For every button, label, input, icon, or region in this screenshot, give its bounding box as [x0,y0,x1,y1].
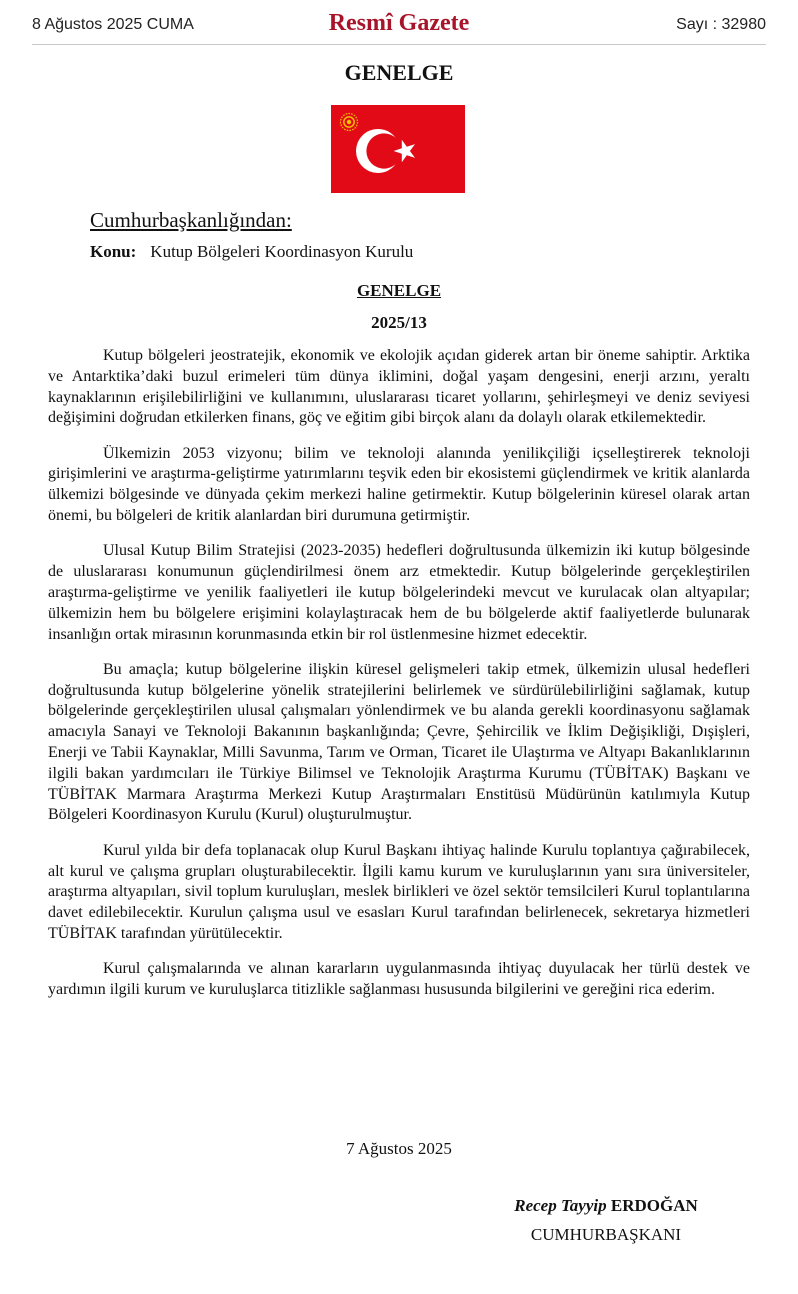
circular-title: GENELGE [356,281,442,300]
subject-value: Kutup Bölgeleri Koordinasyon Kurulu [150,242,414,261]
gazette-title: Resmî Gazete [328,10,470,36]
signer-title: CUMHURBAŞKANI [530,1225,682,1244]
body-paragraph: Kurul çalışmalarında ve alınan kararların uygulanmasında ihtiyaç duyulacak her türlü destek ve yardımın ilgili kurum ve kuruluşlarca titizlikle sağlanması hususunda bilgilerini ve gereğini rica ederim. [48,960,750,999]
signer-first-names: Recep Tayyip [514,1196,607,1215]
subject-label: Konu: [90,242,137,261]
circular-body [48,346,750,1015]
issuing-authority: Cumhurbaşkanlığından: [90,208,292,232]
signer-surname: ERDOĞAN [610,1196,698,1215]
signature-block [486,1196,726,1245]
gazette-header [32,10,766,45]
body-paragraph: Bu amaçla; kutup bölgelerine ilişkin küresel gelişmeleri takip etmek, ülkemizin ulusal hedefleri doğrultusunda kutup bölgelerine yönelik stratejilerini belirlemek ve sürdürülebilirliğini sağlamak, kutup bölgelerinde gerçekleştirilen ulusal çalışmaları yönlendirmek ve bu alanda gerekli koordinasyonu sağlamak amacıyla Sanayi ve Teknoloji Bakanının başkanlığında; Çevre, Şehircilik ve İklim Değişikliği, Dışişleri, Enerji ve Tabii Kaynaklar, Milli Savunma, Tarım ve Orman, Ticaret ile Ulaştırma ve Altyapı Bakanlıklarının ilgili bakan yardımcıları ile Türkiye Bilimsel ve Teknolojik Araştırma Kurumu (TÜBİTAK) Başkanı ve TÜBİTAK Marmara Araştırma Merkezi Kutup Araştırmaları Enstitüsü Müdürünün katılımıyla Kutup Bölgeleri Koordinasyon Kurulu (Kurul) oluşturulmuştur. [48,660,750,824]
turkish-flag-icon [331,105,465,193]
body-paragraph: Kutup bölgeleri jeostratejik, ekonomik ve ekolojik açıdan giderek artan bir öneme sahiptir. Arktika ve Antarktika’daki buzul erimeleri tüm dünya iklimini, doğal yaşam dengesini, enerji arzını, yeraltı kaynaklarının erişilebilirliğini ve kullanımını, uluslararası ticaret yollarını, şehirleşmeyi ve deniz seviyesi değişimini doğrudan etkilerken finans, göç ve eğitim gibi birçok alanı da dolaylı olarak etkilemektedir. [48,347,750,427]
publication-date: 8 Ağustos 2025 CUMA [32,16,194,33]
signature-date: 7 Ağustos 2025 [346,1139,452,1158]
issue-number: Sayı : 32980 [676,16,766,33]
subject-line [90,242,413,262]
circular-number: 2025/13 [371,313,427,332]
body-paragraph: Ülkemizin 2053 vizyonu; bilim ve teknoloji alanında yenilikçiliği içselleştirerek teknoloji girişimlerini ve araştırma-geliştirme yatırımlarını teşvik eden bir ekosistemi güçlendirmek ve kritik alanlarda ülkemizi bölgesinde ve dünyada çekim merkezi haline getirmektir. Kutup bölgelerinin küresel olarak artan önemi, bu bölgeleri de kritik alanlardan biri durumuna getirmiştir. [48,444,750,525]
document-type-heading: GENELGE [344,60,454,85]
signer-name [486,1196,726,1216]
body-paragraph: Ulusal Kutup Bilim Stratejisi (2023-2035) hedefleri doğrultusunda ülkemizin iki kutup bölgesinde de uluslararası konumunun güçlendirilmesi önem arz etmektedir. Kutup bölgelerinde gerçekleştirilen araştırma-geliştirme ve yenilik faaliyetleri ile kutup bölgelerindeki mevcut ve kurulacak olan altyapılar; ülkemizin hem bu bölgelere erişimini kolaylaştıracak hem de bu bölgelerde aktif faaliyetlerde bulunarak insanlığın ortak mirasının korunmasında etkin bir rol üstlenmesine hizmet edecektir. [48,542,750,643]
body-paragraph: Kurul yılda bir defa toplanacak olup Kurul Başkanı ihtiyaç halinde Kurulu toplantıya çağırabilecek, alt kurul ve çalışma grupları oluşturabilecektir. İlgili kamu kurum ve kuruluşlarının yanı sıra üniversiteler, araştırma altyapıları, sivil toplum kuruluşları, meslek birlikleri ve özel sektör temsilcileri Kurul toplantılarına davet edilebilecektir. Kurulun çalışma usul ve esasları Kurul tarafından belirlenecek, sekretarya hizmetleri TÜBİTAK tarafından yürütülecektir. [48,841,750,942]
